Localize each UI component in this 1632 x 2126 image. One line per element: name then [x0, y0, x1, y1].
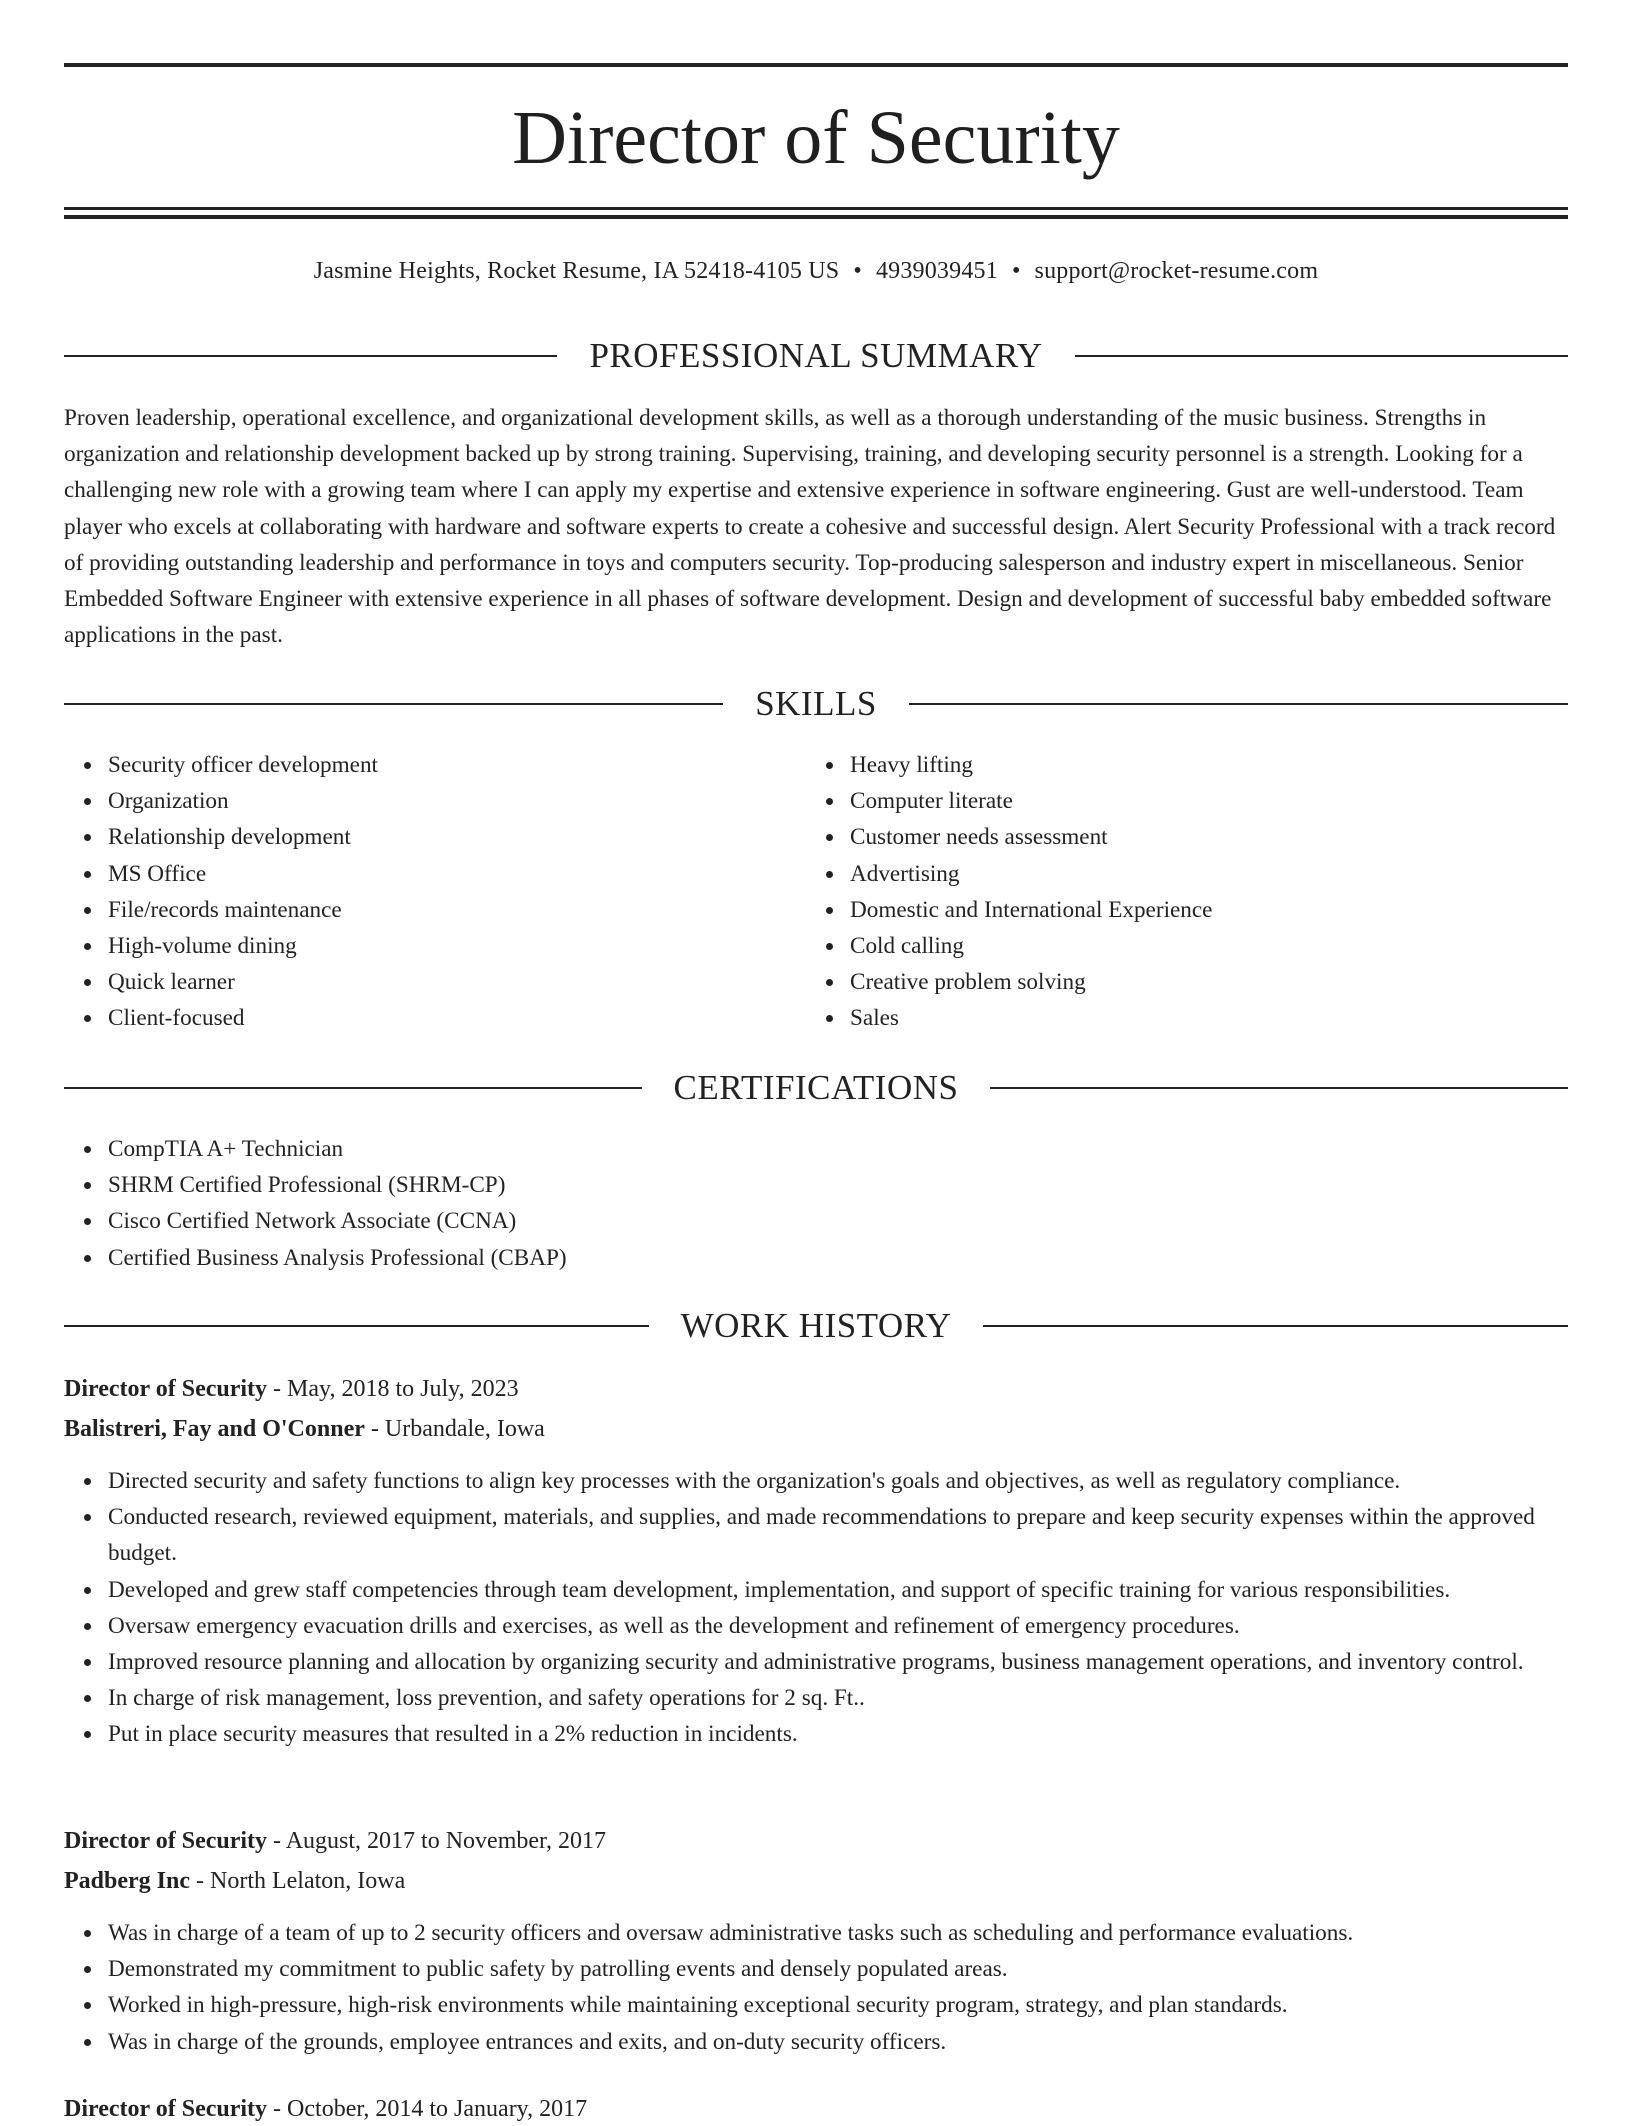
certification-item: Cisco Certified Network Associate (CCNA)	[108, 1203, 1568, 1239]
heading-rule-left	[64, 1087, 642, 1089]
job-title: Director of Security	[64, 1376, 268, 1402]
skill-item: File/records maintenance	[108, 892, 808, 928]
job-dates: - October, 2014 to January, 2017	[267, 2096, 588, 2122]
top-rule	[64, 63, 1568, 67]
title-double-rule	[64, 207, 1568, 219]
job-bullet: Improved resource planning and allocation by organizing security and administrative programs, business management operations, and inventory control.	[108, 1644, 1568, 1680]
certification-item: SHRM Certified Professional (SHRM-CP)	[108, 1167, 1568, 1203]
skill-item: Computer literate	[850, 783, 1550, 819]
job-company-line	[64, 1412, 1568, 1446]
job-bullet: In charge of risk management, loss prevention, and safety operations for 2 sq. Ft..	[108, 1680, 1568, 1716]
heading-rule-left	[64, 703, 723, 705]
heading-rule-right	[983, 1325, 1568, 1327]
contact-separator: •	[853, 258, 862, 284]
skill-item: Advertising	[850, 856, 1550, 892]
job-title-line	[64, 1824, 1568, 1858]
skill-item: Sales	[850, 1000, 1550, 1036]
certifications-heading	[64, 1068, 1568, 1108]
job-company-line	[64, 1864, 1568, 1898]
skill-item: Customer needs assessment	[850, 819, 1550, 855]
skill-item: Quick learner	[108, 964, 808, 1000]
summary-heading	[64, 336, 1568, 376]
skill-item: Client-focused	[108, 1000, 808, 1036]
skill-item: Heavy lifting	[850, 747, 1550, 783]
certifications-list	[64, 1131, 1568, 1276]
skill-item: Relationship development	[108, 819, 808, 855]
certification-item: Certified Business Analysis Professional (CBAP)	[108, 1240, 1568, 1276]
job-dates: - May, 2018 to July, 2023	[267, 1376, 519, 1402]
job-bullet: Conducted research, reviewed equipment, materials, and supplies, and made recommendations to prepare and keep security expenses within the approved budget.	[108, 1499, 1568, 1571]
job-title: Director of Security	[64, 2096, 268, 2122]
contact-address: Jasmine Heights, Rocket Resume, IA 52418-4105 US	[313, 258, 840, 284]
job-bullet: Directed security and safety functions to align key processes with the organization's goals and objectives, as well as regulatory compliance.	[108, 1463, 1568, 1499]
job-bullet: Developed and grew staff competencies through team development, implementation, and support of specific training for various responsibilities.	[108, 1572, 1568, 1608]
skill-item: Creative problem solving	[850, 964, 1550, 1000]
job-bullet: Oversaw emergency evacuation drills and exercises, as well as the development and refinement of emergency procedures.	[108, 1608, 1568, 1644]
certification-item: CompTIA A+ Technician	[108, 1131, 1568, 1167]
skill-item: Domestic and International Experience	[850, 892, 1550, 928]
job-dates: - August, 2017 to November, 2017	[267, 1828, 607, 1854]
certifications-heading-label: CERTIFICATIONS	[673, 1068, 959, 1107]
job-bullet: Was in charge of the grounds, employee entrances and exits, and on-duty security officers.	[108, 2024, 1568, 2060]
contact-separator: •	[1011, 258, 1021, 284]
skills-heading	[64, 684, 1568, 724]
job-title: Director of Security	[64, 1828, 268, 1854]
job-title-line	[64, 1372, 1568, 1406]
job-bullet: Worked in high-pressure, high-risk environments while maintaining exceptional security program, strategy, and plan standards.	[108, 1987, 1568, 2023]
skill-item: Organization	[108, 783, 808, 819]
heading-rule-left	[64, 355, 557, 357]
job-company: Padberg Inc	[64, 1868, 190, 1894]
heading-rule-right	[990, 1087, 1568, 1089]
heading-rule-right	[909, 703, 1568, 705]
skill-item: High-volume dining	[108, 928, 808, 964]
work-history-heading-label: WORK HISTORY	[680, 1306, 952, 1345]
job-location: - North Lelaton, Iowa	[190, 1868, 406, 1894]
skills-list-left	[64, 747, 808, 1037]
job-company: Balistreri, Fay and O'Conner	[64, 1416, 365, 1442]
job-bullets	[64, 1463, 1568, 1753]
summary-text: Proven leadership, operational excellence, and organizational development skills, as well as a thorough understanding of the music business. Strengths in organization and relationship development backed up by strong training. Supervising, training, and developing security personnel is a strength. Looking for a challenging new role with a growing team where I can apply my expertise and extensive experience in software engineering. Gust are well-understood. Team player who excels at collaborating with hardware and software experts to create a cohesive and successful design. Alert Security Professional with a track record of providing outstanding leadership and performance in toys and computers security. Top-producing salesperson and industry expert in miscellaneous. Senior Embedded Software Engineer with extensive experience in all phases of software development. Design and development of successful baby embedded software applications in the past.	[64, 405, 1556, 649]
job-bullet: Was in charge of a team of up to 2 security officers and oversaw administrative tasks such as scheduling and performance evaluations.	[108, 1915, 1568, 1951]
heading-rule-left	[64, 1325, 649, 1327]
skill-item: Cold calling	[850, 928, 1550, 964]
skill-item: Security officer development	[108, 747, 808, 783]
resume-title: Director of Security	[512, 96, 1120, 180]
job-bullet: Demonstrated my commitment to public safety by patrolling events and densely populated areas.	[108, 1951, 1568, 1987]
job-location: - Urbandale, Iowa	[364, 1416, 545, 1442]
job-bullets	[64, 1915, 1568, 2060]
work-history-heading	[64, 1306, 1568, 1346]
job-title-line	[64, 2092, 1568, 2126]
heading-rule-right	[1075, 355, 1568, 357]
job-bullet: Put in place security measures that resulted in a 2% reduction in incidents.	[108, 1716, 1568, 1752]
contact-phone: 4939039451	[875, 258, 998, 284]
skills-heading-label: SKILLS	[755, 684, 877, 723]
contact-line	[64, 254, 1568, 288]
skills-list-right	[806, 747, 1550, 1037]
summary-heading-label: PROFESSIONAL SUMMARY	[589, 336, 1043, 375]
skill-item: MS Office	[108, 856, 808, 892]
contact-email: support@rocket-resume.com	[1034, 258, 1319, 284]
